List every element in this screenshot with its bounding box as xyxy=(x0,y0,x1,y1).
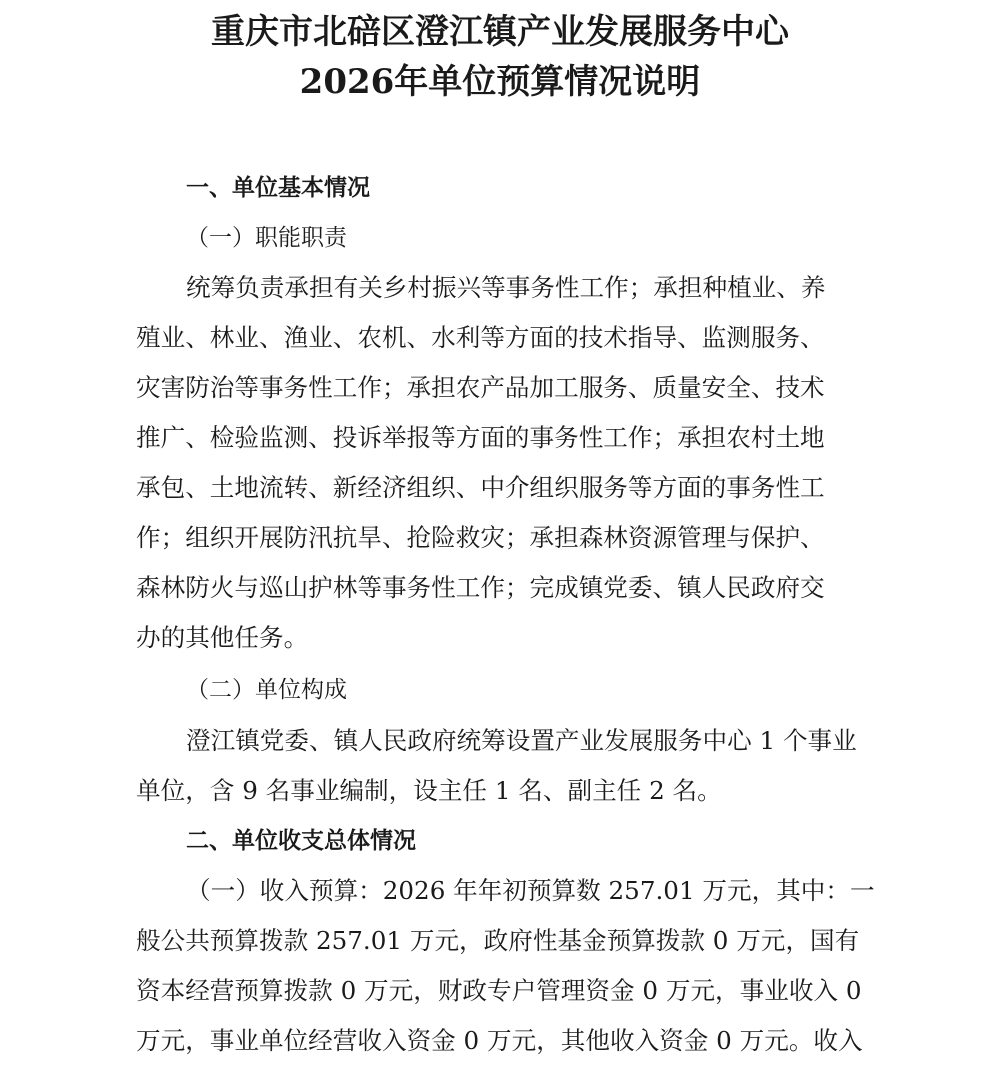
section-1-2-heading: （二）单位构成 xyxy=(186,677,347,703)
paragraph-line: （一）收入预算：2026 年年初预算数 257.01 万元，其中：一 xyxy=(186,876,875,905)
paragraph-line: 资本经营预算拨款 0 万元，财政专户管理资金 0 万元，事业收入 0 xyxy=(136,976,862,1005)
document-title-line-2: 2026年单位预算情况说明 xyxy=(299,62,701,102)
paragraph-line: 作；组织开展防汛抗旱、抢险救灾；承担森林资源管理与保护、 xyxy=(136,523,825,552)
paragraph-line: 推广、检验监测、投诉举报等方面的事务性工作；承担农村土地 xyxy=(136,423,825,452)
paragraph-line: 殖业、林业、渔业、农机、水利等方面的技术指导、监测服务、 xyxy=(136,323,825,352)
paragraph-line: 般公共预算拨款 257.01 万元，政府性基金预算拨款 0 万元，国有 xyxy=(136,926,860,955)
paragraph-line: 办的其他任务。 xyxy=(136,623,309,652)
paragraph-line: 澄江镇党委、镇人民政府统筹设置产业发展服务中心 1 个事业 xyxy=(186,726,857,755)
section-2-heading: 二、单位收支总体情况 xyxy=(186,828,416,854)
paragraph-line: 万元，事业单位经营收入资金 0 万元，其他收入资金 0 万元。收入 xyxy=(136,1026,863,1055)
paragraph-line: 统筹负责承担有关乡村振兴等事务性工作；承担种植业、养 xyxy=(186,273,826,302)
paragraph-line: 灾害防治等事务性工作；承担农产品加工服务、质量安全、技术 xyxy=(136,373,825,402)
section-1-1-heading: （一）职能职责 xyxy=(186,225,347,251)
section-1-heading: 一、单位基本情况 xyxy=(186,175,370,201)
paragraph-line: 单位，含 9 名事业编制，设主任 1 名、副主任 2 名。 xyxy=(136,776,722,805)
paragraph-line: 承包、土地流转、新经济组织、中介组织服务等方面的事务性工 xyxy=(136,473,825,502)
paragraph-line: 森林防火与巡山护林等事务性工作；完成镇党委、镇人民政府交 xyxy=(136,573,825,602)
document-title-line-1: 重庆市北碚区澄江镇产业发展服务中心 xyxy=(211,12,789,52)
